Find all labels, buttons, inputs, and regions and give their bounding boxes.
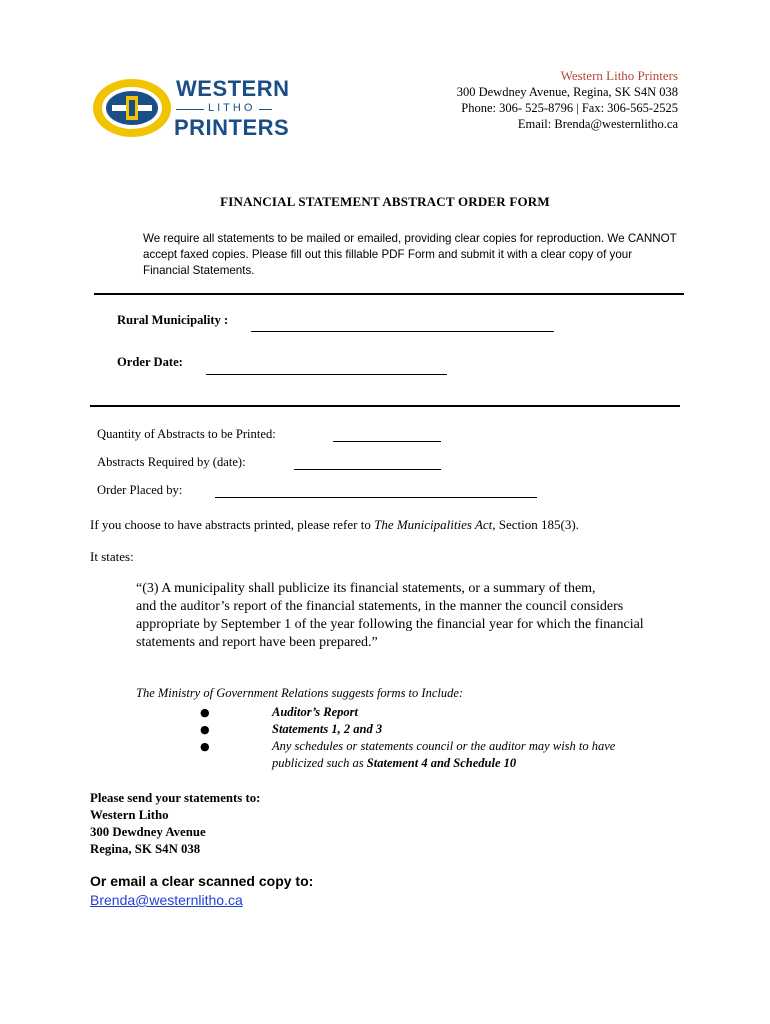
divider-top bbox=[94, 293, 684, 295]
send-line-2: 300 Dewdney Avenue bbox=[90, 825, 206, 839]
divider-middle bbox=[90, 405, 680, 407]
email-heading: Or email a clear scanned copy to: bbox=[90, 873, 314, 889]
send-line-1: Western Litho bbox=[90, 808, 169, 822]
act-suffix: Section 185(3). bbox=[495, 517, 579, 532]
form-intro: We require all statements to be mailed or emailed, providing clear copies for reproduction. We CANNOT accept faxed copies. Please fill out this fillable PDF Form and submit it with a clear copy of your Financial Statements. bbox=[143, 232, 677, 277]
bullet-schedules-text: Any schedules or statements council or the auditor may wish to have publicized such as bbox=[272, 739, 616, 770]
required-by-label: Abstracts Required by (date): bbox=[97, 455, 246, 469]
company-email: Email: Brenda@westernlitho.ca bbox=[517, 117, 678, 131]
send-line-3: Regina, SK S4N 038 bbox=[90, 842, 201, 856]
bullet-schedules bbox=[272, 738, 652, 772]
bullet-2-icon: ● bbox=[200, 723, 210, 736]
rural-municipality-label: Rural Municipality : bbox=[117, 313, 229, 327]
western-litho-logo bbox=[92, 76, 290, 140]
ministry-suggestion: The Ministry of Government Relations suggests forms to Include: bbox=[136, 686, 464, 700]
mailing-address bbox=[90, 790, 260, 858]
rural-municipality-field[interactable] bbox=[251, 318, 554, 332]
logo-word-litho: LITHO bbox=[204, 102, 259, 114]
order-date-field[interactable] bbox=[206, 362, 447, 375]
required-by-field[interactable] bbox=[294, 457, 441, 470]
act-reference bbox=[90, 517, 579, 533]
bullet-schedules-bold: Statement 4 and Schedule 10 bbox=[366, 756, 517, 770]
order-date-label: Order Date: bbox=[117, 355, 183, 369]
email-link[interactable]: Brenda@westernlitho.ca bbox=[90, 892, 243, 908]
company-phone: Phone: 306- 525-8796 | Fax: 306-565-2525 bbox=[461, 101, 678, 115]
quantity-field[interactable] bbox=[333, 429, 441, 442]
act-name: The Municipalities Act, bbox=[374, 517, 496, 532]
bullet-1-icon: ● bbox=[200, 706, 210, 719]
logo-emblem-icon bbox=[92, 76, 174, 140]
form-title: FINANCIAL STATEMENT ABSTRACT ORDER FORM bbox=[220, 194, 550, 209]
act-prefix: If you choose to have abstracts printed, please refer to bbox=[90, 517, 375, 532]
bullet-3-icon: ● bbox=[200, 740, 210, 753]
logo-word-printers: PRINTERS bbox=[174, 115, 290, 140]
bullet-statements: Statements 1, 2 and 3 bbox=[272, 722, 383, 736]
company-address: 300 Dewdney Avenue, Regina, SK S4N 038 bbox=[456, 85, 678, 99]
quote-line-1: “(3) A municipality shall publicize its financial statements, or a summary of them, bbox=[136, 581, 596, 596]
company-name: Western Litho Printers bbox=[560, 68, 678, 83]
quantity-label: Quantity of Abstracts to be Printed: bbox=[97, 427, 276, 441]
send-heading: Please send your statements to: bbox=[90, 791, 261, 805]
placed-by-field[interactable] bbox=[215, 485, 537, 498]
act-quote bbox=[136, 580, 676, 652]
quote-line-2: and the auditor’s report of the financial statements, in the manner the council considers appropriate by September 1 of the year following the financial year for which the financial statements and report have been prepared.” bbox=[136, 599, 644, 650]
it-states: It states: bbox=[90, 549, 134, 564]
company-info bbox=[457, 68, 678, 132]
logo-word-western: WESTERN bbox=[176, 76, 290, 101]
placed-by-label: Order Placed by: bbox=[97, 483, 183, 497]
bullet-auditors-report: Auditor’s Report bbox=[272, 705, 359, 719]
